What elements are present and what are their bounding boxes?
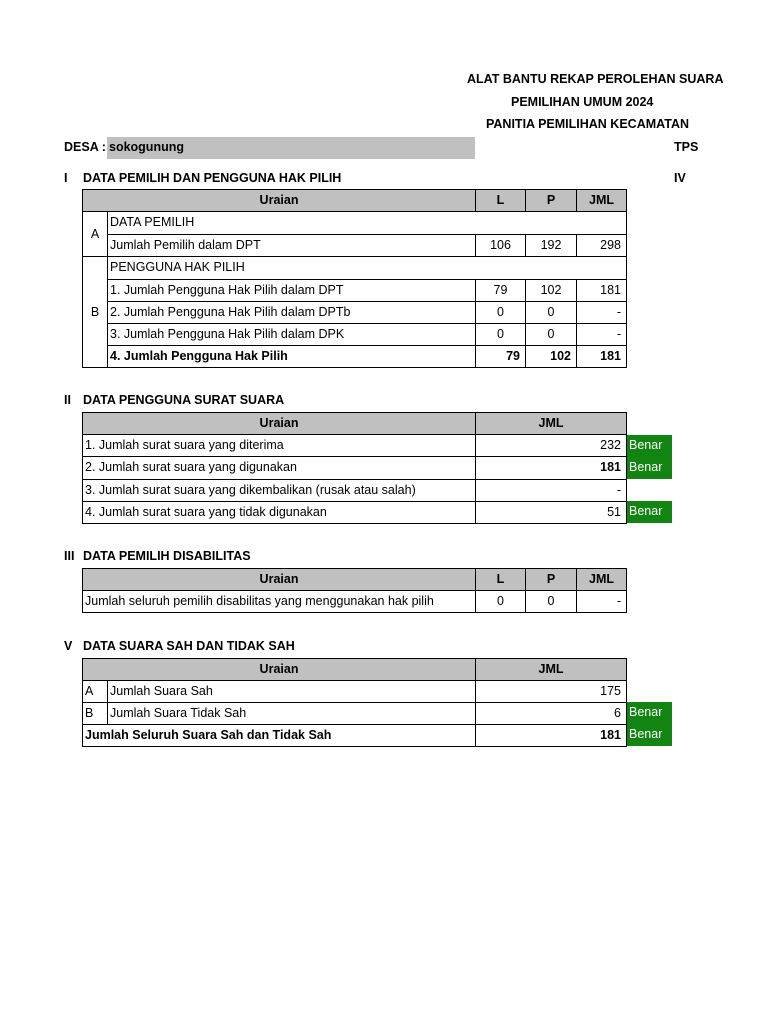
row-l[interactable]: 79 xyxy=(476,346,526,368)
col-header-l: L xyxy=(476,568,526,591)
section-1-title: DATA PEMILIH DAN PENGGUNA HAK PILIH xyxy=(83,171,342,185)
col-header-jml: JML xyxy=(577,189,627,212)
row-jml[interactable]: - xyxy=(476,480,627,502)
row-p[interactable]: 102 xyxy=(526,279,577,302)
section-3-title: DATA PEMILIH DISABILITAS xyxy=(83,549,251,563)
section-5-number: V xyxy=(64,639,73,653)
section-3-number: III xyxy=(64,549,75,563)
row-jml[interactable]: - xyxy=(577,302,627,324)
report-subtitle: PEMILIHAN UMUM 2024 xyxy=(511,95,654,109)
row-l[interactable]: 0 xyxy=(476,591,526,613)
status-badge: Benar xyxy=(627,457,672,479)
col-header-uraian: Uraian xyxy=(82,189,476,212)
status-badge: Benar xyxy=(627,724,672,746)
col-header-jml: JML xyxy=(476,658,627,681)
row-label: 2. Jumlah surat suara yang digunakan xyxy=(82,457,476,480)
row-label: 4. Jumlah Pengguna Hak Pilih xyxy=(108,346,476,368)
row-label: 1. Jumlah surat suara yang diterima xyxy=(82,435,476,457)
col-header-l: L xyxy=(476,189,526,212)
row-label: 3. Jumlah surat suara yang dikembalikan (rusak atau salah) xyxy=(82,480,476,502)
col-header-p: P xyxy=(526,189,577,212)
row-label: 2. Jumlah Pengguna Hak Pilih dalam DPTb xyxy=(108,302,476,324)
col-header-jml: JML xyxy=(476,412,627,435)
row-jml[interactable]: 232 xyxy=(476,435,627,457)
status-badge: Benar xyxy=(627,435,672,457)
section-2-number: II xyxy=(64,393,71,407)
row-jml[interactable]: 181 xyxy=(476,725,627,747)
group-a-letter: A xyxy=(82,212,108,257)
row-jml[interactable]: 181 xyxy=(577,346,627,368)
row-letter: A xyxy=(82,681,108,703)
row-label: Jumlah Suara Sah xyxy=(108,681,476,703)
row-label: 1. Jumlah Pengguna Hak Pilih dalam DPT xyxy=(108,279,476,302)
status-badge: Benar xyxy=(627,702,672,724)
col-header-p: P xyxy=(526,568,577,591)
row-jml[interactable]: 175 xyxy=(476,681,627,703)
report-committee: PANITIA PEMILIHAN KECAMATAN xyxy=(486,117,689,131)
group-a-title: DATA PEMILIH xyxy=(108,212,627,234)
row-jml[interactable]: 51 xyxy=(476,502,627,524)
row-p[interactable]: 102 xyxy=(526,346,577,368)
row-label: Jumlah Pemilih dalam DPT xyxy=(108,234,476,257)
row-label: 4. Jumlah surat suara yang tidak digunakan xyxy=(82,502,476,524)
row-l[interactable]: 79 xyxy=(476,279,526,302)
section-2-title: DATA PENGGUNA SURAT SUARA xyxy=(83,393,285,407)
section-4-number: IV xyxy=(674,171,686,185)
section-5-title: DATA SUARA SAH DAN TIDAK SAH xyxy=(83,639,295,653)
row-l[interactable]: 0 xyxy=(476,302,526,324)
row-l[interactable]: 106 xyxy=(476,234,526,257)
row-jml[interactable]: 181 xyxy=(577,279,627,302)
desa-label: DESA : xyxy=(64,140,106,154)
row-jml[interactable]: 6 xyxy=(476,703,627,725)
row-p[interactable]: 0 xyxy=(526,302,577,324)
row-label: 3. Jumlah Pengguna Hak Pilih dalam DPK xyxy=(108,324,476,346)
col-header-uraian: Uraian xyxy=(82,568,476,591)
row-l[interactable]: 0 xyxy=(476,324,526,346)
row-letter: B xyxy=(82,703,108,725)
row-p[interactable]: 0 xyxy=(526,324,577,346)
col-header-jml: JML xyxy=(577,568,627,591)
row-jml[interactable]: 181 xyxy=(476,457,627,480)
row-p[interactable]: 192 xyxy=(526,234,577,257)
row-jml[interactable]: 298 xyxy=(577,234,627,257)
col-header-uraian: Uraian xyxy=(82,412,476,435)
row-label: Jumlah seluruh pemilih disabilitas yang menggunakan hak pilih xyxy=(82,591,476,613)
row-label: Jumlah Seluruh Suara Sah dan Tidak Sah xyxy=(82,725,476,747)
row-label: Jumlah Suara Tidak Sah xyxy=(108,703,476,725)
group-b-letter: B xyxy=(82,257,108,368)
row-p[interactable]: 0 xyxy=(526,591,577,613)
group-b-title: PENGGUNA HAK PILIH xyxy=(108,257,627,279)
desa-value[interactable]: sokogunung xyxy=(107,137,475,159)
section-1-number: I xyxy=(64,171,68,185)
report-title: ALAT BANTU REKAP PEROLEHAN SUARA xyxy=(467,72,724,86)
col-header-uraian: Uraian xyxy=(82,658,476,681)
row-jml[interactable]: - xyxy=(577,591,627,613)
status-badge: Benar xyxy=(627,501,672,523)
tps-label: TPS xyxy=(674,140,699,154)
row-jml[interactable]: - xyxy=(577,324,627,346)
